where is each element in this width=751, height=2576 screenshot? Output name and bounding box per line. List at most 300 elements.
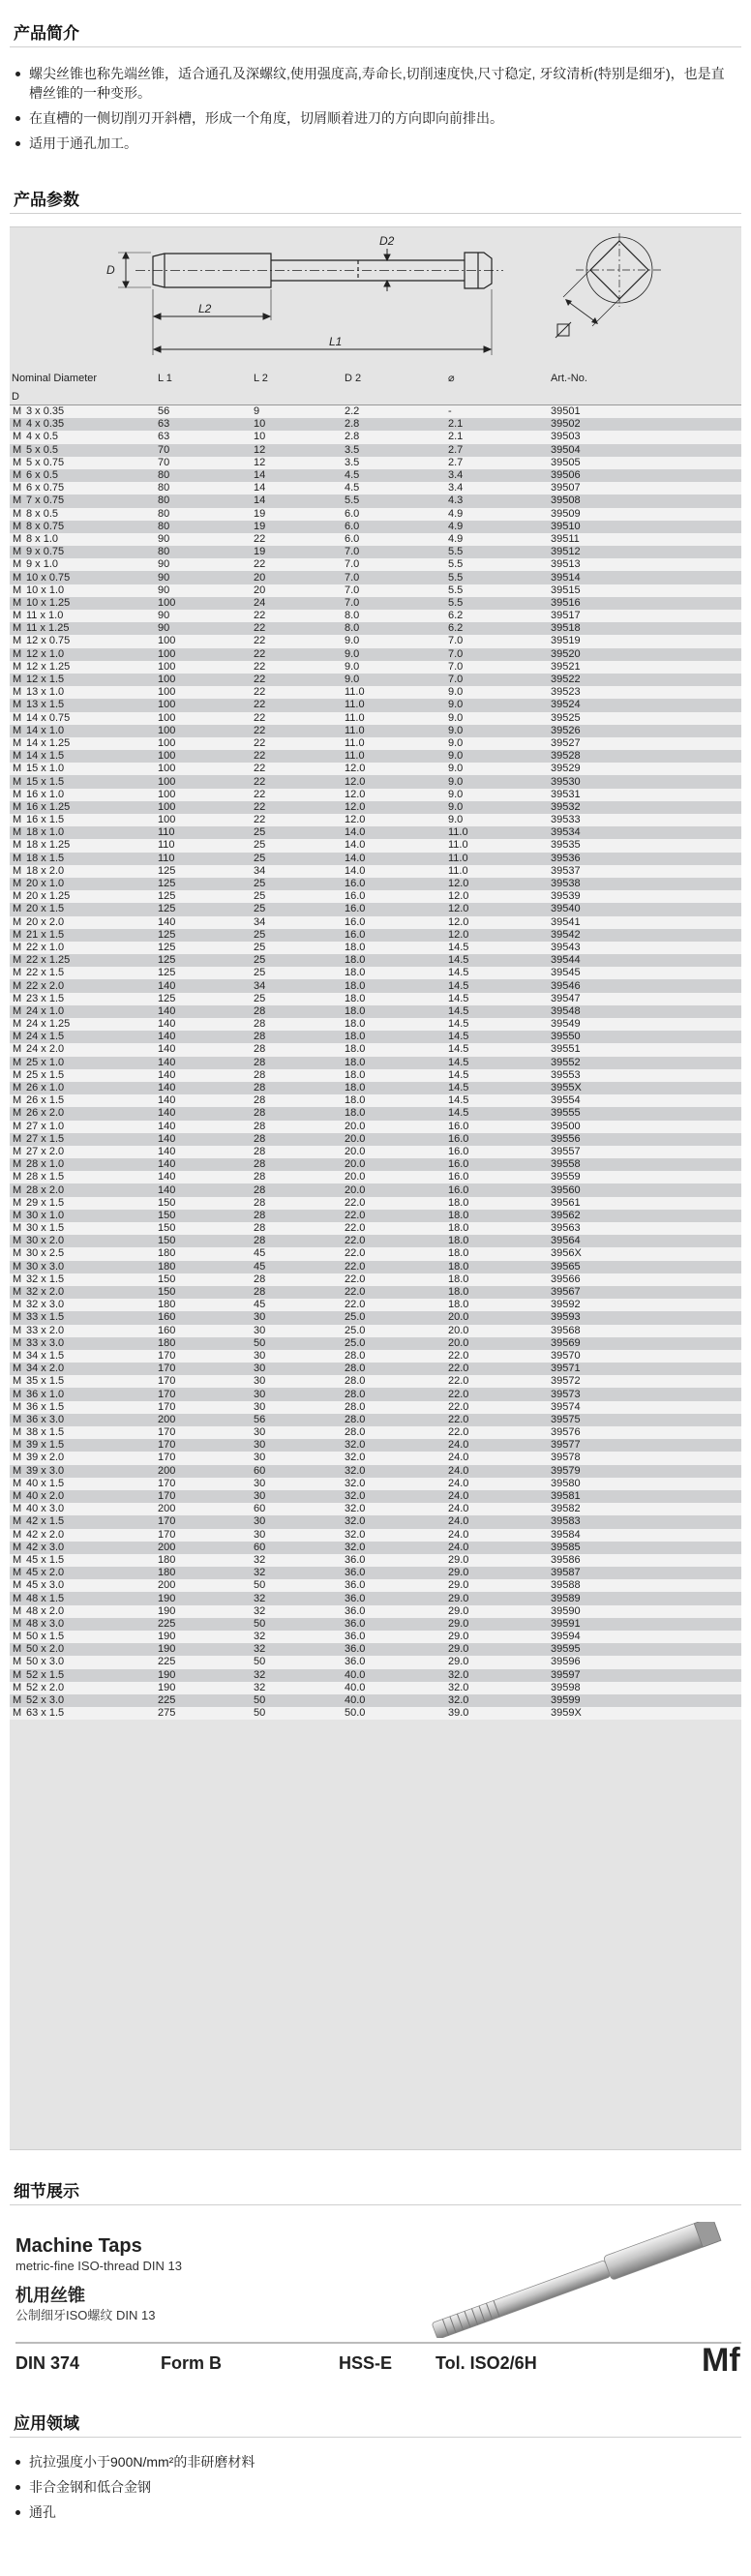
- col-square: ⌀: [448, 372, 455, 384]
- table-row: [10, 1592, 741, 1604]
- row-prefix: M: [10, 1005, 24, 1018]
- row-l1: 100: [156, 699, 252, 711]
- row-l1: 100: [156, 725, 252, 737]
- row-art-no: 39547: [549, 993, 741, 1005]
- row-prefix: M: [10, 763, 24, 775]
- row-d2: 4.5: [343, 469, 446, 482]
- row-art-no: 39560: [549, 1183, 741, 1196]
- row-art-no: 39505: [549, 457, 741, 469]
- row-d2: 9.0: [343, 648, 446, 661]
- row-art-no: 39506: [549, 469, 741, 482]
- row-nominal: 28 x 1.5: [24, 1171, 156, 1183]
- row-prefix: M: [10, 1311, 24, 1324]
- application-bullet: 抗拉强度小于900N/mm²的非研磨材料: [14, 2452, 736, 2471]
- row-nominal: 20 x 2.0: [24, 916, 156, 929]
- row-nominal: 12 x 1.25: [24, 661, 156, 674]
- row-l2: 20: [252, 571, 343, 584]
- row-prefix: M: [10, 494, 24, 507]
- row-d2: 36.0: [343, 1656, 446, 1668]
- row-l1: 150: [156, 1235, 252, 1247]
- row-art-no: 39542: [549, 929, 741, 942]
- row-l1: 90: [156, 533, 252, 546]
- col-l2: L 2: [254, 372, 268, 384]
- row-l2: 9: [252, 405, 343, 419]
- row-square: 18.0: [446, 1197, 549, 1210]
- row-square: 6.2: [446, 610, 549, 622]
- row-l1: 180: [156, 1261, 252, 1273]
- row-prefix: M: [10, 431, 24, 443]
- row-d2: 20.0: [343, 1133, 446, 1146]
- row-l1: 140: [156, 1043, 252, 1056]
- row-d2: 22.0: [343, 1261, 446, 1273]
- row-l1: 170: [156, 1375, 252, 1388]
- row-nominal: 4 x 0.35: [24, 418, 156, 431]
- table-row: [10, 584, 741, 597]
- row-prefix: M: [10, 546, 24, 558]
- row-l2: 25: [252, 967, 343, 979]
- row-prefix: M: [10, 1465, 24, 1478]
- row-square: 9.0: [446, 737, 549, 750]
- row-d2: 12.0: [343, 801, 446, 814]
- row-l2: 22: [252, 558, 343, 571]
- row-prefix: M: [10, 635, 24, 647]
- intro-bullet: 适用于通孔加工。: [14, 134, 736, 153]
- row-prefix: M: [10, 674, 24, 686]
- row-art-no: 39581: [549, 1490, 741, 1503]
- row-square: 12.0: [446, 916, 549, 929]
- row-art-no: 39576: [549, 1426, 741, 1439]
- row-l1: 170: [156, 1490, 252, 1503]
- row-l1: 190: [156, 1631, 252, 1643]
- table-row: [10, 1503, 741, 1515]
- row-l1: 190: [156, 1605, 252, 1618]
- col-d-label: D: [10, 389, 741, 405]
- row-square: 11.0: [446, 826, 549, 839]
- row-d2: 22.0: [343, 1222, 446, 1235]
- row-l2: 28: [252, 1146, 343, 1158]
- row-d2: 9.0: [343, 661, 446, 674]
- row-prefix: M: [10, 457, 24, 469]
- row-d2: 20.0: [343, 1146, 446, 1158]
- row-l1: 140: [156, 1057, 252, 1069]
- row-square: 22.0: [446, 1426, 549, 1439]
- row-d2: 16.0: [343, 929, 446, 942]
- row-art-no: 39512: [549, 546, 741, 558]
- row-d2: 22.0: [343, 1210, 446, 1222]
- row-l2: 30: [252, 1490, 343, 1503]
- row-square: 14.5: [446, 1107, 549, 1120]
- row-square: 18.0: [446, 1286, 549, 1299]
- row-l1: 125: [156, 929, 252, 942]
- row-square: 9.0: [446, 750, 549, 763]
- row-nominal: 18 x 1.0: [24, 826, 156, 839]
- row-nominal: 22 x 1.25: [24, 954, 156, 967]
- row-prefix: M: [10, 1171, 24, 1183]
- row-nominal: 10 x 1.25: [24, 597, 156, 610]
- row-art-no: 39597: [549, 1669, 741, 1682]
- row-l1: 225: [156, 1618, 252, 1631]
- table-row: [10, 979, 741, 992]
- row-d2: 7.0: [343, 546, 446, 558]
- row-d2: 32.0: [343, 1503, 446, 1515]
- row-prefix: M: [10, 1503, 24, 1515]
- row-art-no: 39524: [549, 699, 741, 711]
- row-l2: 28: [252, 1273, 343, 1286]
- application-bullet: 通孔: [14, 2502, 736, 2522]
- row-square: 20.0: [446, 1311, 549, 1324]
- row-l1: 100: [156, 661, 252, 674]
- row-d2: 18.0: [343, 1107, 446, 1120]
- row-d2: 22.0: [343, 1247, 446, 1260]
- row-nominal: 16 x 1.25: [24, 801, 156, 814]
- row-square: 18.0: [446, 1235, 549, 1247]
- row-l2: 30: [252, 1401, 343, 1414]
- row-art-no: 39533: [549, 814, 741, 826]
- row-prefix: M: [10, 1542, 24, 1554]
- row-nominal: 29 x 1.5: [24, 1197, 156, 1210]
- params-table-body: [10, 405, 741, 1721]
- row-art-no: 39532: [549, 801, 741, 814]
- row-art-no: 39544: [549, 954, 741, 967]
- table-row: [10, 1247, 741, 1260]
- row-l1: 200: [156, 1542, 252, 1554]
- row-nominal: 32 x 2.0: [24, 1286, 156, 1299]
- row-l1: 170: [156, 1363, 252, 1375]
- row-prefix: M: [10, 737, 24, 750]
- row-d2: 11.0: [343, 737, 446, 750]
- row-l1: 170: [156, 1515, 252, 1528]
- row-prefix: M: [10, 1069, 24, 1082]
- row-art-no: 39502: [549, 418, 741, 431]
- row-nominal: 42 x 1.5: [24, 1515, 156, 1528]
- row-nominal: 45 x 2.0: [24, 1567, 156, 1579]
- table-row: [10, 1286, 741, 1299]
- row-prefix: M: [10, 1197, 24, 1210]
- row-art-no: 39588: [549, 1579, 741, 1592]
- application-bullet: 非合金钢和低合金钢: [14, 2477, 736, 2497]
- row-nominal: 27 x 1.5: [24, 1133, 156, 1146]
- row-l2: 50: [252, 1656, 343, 1668]
- row-l1: 80: [156, 494, 252, 507]
- row-l1: 180: [156, 1554, 252, 1567]
- row-l2: 28: [252, 1043, 343, 1056]
- row-l1: 140: [156, 1158, 252, 1171]
- row-art-no: 39519: [549, 635, 741, 647]
- row-l1: 125: [156, 967, 252, 979]
- row-nominal: 48 x 3.0: [24, 1618, 156, 1631]
- spec-tolerance: Tol. ISO2/6H: [436, 2353, 537, 2373]
- row-l2: 20: [252, 584, 343, 597]
- row-nominal: 40 x 3.0: [24, 1503, 156, 1515]
- row-art-no: 39599: [549, 1694, 741, 1707]
- row-art-no: 39583: [549, 1515, 741, 1528]
- row-prefix: M: [10, 1643, 24, 1656]
- table-row: [10, 1465, 741, 1478]
- row-d2: 14.0: [343, 839, 446, 852]
- row-l1: 275: [156, 1707, 252, 1720]
- row-nominal: 14 x 1.0: [24, 725, 156, 737]
- table-row: [10, 954, 741, 967]
- row-square: 18.0: [446, 1273, 549, 1286]
- row-prefix: M: [10, 1401, 24, 1414]
- table-row: [10, 942, 741, 954]
- row-art-no: 39556: [549, 1133, 741, 1146]
- row-prefix: M: [10, 686, 24, 699]
- row-square: 29.0: [446, 1579, 549, 1592]
- row-d2: 7.0: [343, 597, 446, 610]
- row-art-no: 39520: [549, 648, 741, 661]
- application-bullets: [14, 2452, 736, 2528]
- row-d2: 22.0: [343, 1286, 446, 1299]
- row-art-no: 3959X: [549, 1707, 741, 1720]
- table-row: [10, 865, 741, 878]
- row-square: 12.0: [446, 903, 549, 915]
- row-nominal: 34 x 2.0: [24, 1363, 156, 1375]
- table-row: [10, 405, 741, 419]
- row-d2: 6.0: [343, 521, 446, 533]
- row-l1: 140: [156, 1082, 252, 1094]
- row-prefix: M: [10, 1107, 24, 1120]
- row-square: 29.0: [446, 1618, 549, 1631]
- row-prefix: M: [10, 1133, 24, 1146]
- row-prefix: M: [10, 1554, 24, 1567]
- row-d2: 12.0: [343, 775, 446, 788]
- row-square: 7.0: [446, 635, 549, 647]
- row-nominal: 16 x 1.0: [24, 789, 156, 801]
- table-row: [10, 661, 741, 674]
- row-l1: 140: [156, 1031, 252, 1043]
- row-prefix: M: [10, 699, 24, 711]
- row-d2: 14.0: [343, 865, 446, 878]
- row-square: 22.0: [446, 1350, 549, 1363]
- row-square: 3.4: [446, 482, 549, 494]
- row-d2: 16.0: [343, 916, 446, 929]
- table-row: [10, 1146, 741, 1158]
- row-prefix: M: [10, 1605, 24, 1618]
- row-square: 9.0: [446, 801, 549, 814]
- row-nominal: 52 x 2.0: [24, 1682, 156, 1694]
- row-square: 7.0: [446, 661, 549, 674]
- row-art-no: 39575: [549, 1414, 741, 1426]
- row-prefix: M: [10, 826, 24, 839]
- row-nominal: 4 x 0.5: [24, 431, 156, 443]
- row-l2: 30: [252, 1325, 343, 1337]
- row-d2: 32.0: [343, 1478, 446, 1490]
- row-prefix: M: [10, 1057, 24, 1069]
- row-d2: 36.0: [343, 1592, 446, 1604]
- row-l1: 70: [156, 457, 252, 469]
- row-art-no: 39590: [549, 1605, 741, 1618]
- row-square: 18.0: [446, 1210, 549, 1222]
- row-l1: 56: [156, 405, 252, 419]
- row-prefix: M: [10, 1094, 24, 1107]
- row-l1: 170: [156, 1388, 252, 1400]
- row-square: 29.0: [446, 1643, 549, 1656]
- row-l1: 200: [156, 1414, 252, 1426]
- row-art-no: 39557: [549, 1146, 741, 1158]
- row-d2: 20.0: [343, 1183, 446, 1196]
- row-l2: 32: [252, 1592, 343, 1604]
- row-square: 16.0: [446, 1171, 549, 1183]
- row-d2: 32.0: [343, 1452, 446, 1464]
- row-l1: 225: [156, 1656, 252, 1668]
- row-l2: 32: [252, 1605, 343, 1618]
- row-l1: 70: [156, 444, 252, 457]
- row-art-no: 39534: [549, 826, 741, 839]
- row-l2: 50: [252, 1618, 343, 1631]
- row-square: 2.1: [446, 431, 549, 443]
- row-prefix: M: [10, 1247, 24, 1260]
- row-square: 14.5: [446, 1005, 549, 1018]
- row-l1: 80: [156, 521, 252, 533]
- row-d2: 32.0: [343, 1490, 446, 1503]
- row-l1: 180: [156, 1337, 252, 1350]
- row-l1: 180: [156, 1567, 252, 1579]
- row-square: 12.0: [446, 878, 549, 890]
- row-prefix: M: [10, 1031, 24, 1043]
- row-nominal: 34 x 1.5: [24, 1350, 156, 1363]
- row-square: 14.5: [446, 1018, 549, 1031]
- row-l2: 22: [252, 712, 343, 725]
- row-square: 5.5: [446, 597, 549, 610]
- row-l2: 28: [252, 1057, 343, 1069]
- row-art-no: 39578: [549, 1452, 741, 1464]
- row-nominal: 14 x 0.75: [24, 712, 156, 725]
- row-d2: 8.0: [343, 622, 446, 635]
- row-prefix: M: [10, 1082, 24, 1094]
- row-square: 7.0: [446, 648, 549, 661]
- row-d2: 32.0: [343, 1529, 446, 1542]
- row-square: 24.0: [446, 1452, 549, 1464]
- row-square: 29.0: [446, 1567, 549, 1579]
- row-l2: 32: [252, 1554, 343, 1567]
- row-prefix: M: [10, 725, 24, 737]
- row-nominal: 45 x 3.0: [24, 1579, 156, 1592]
- row-square: 9.0: [446, 686, 549, 699]
- row-prefix: M: [10, 942, 24, 954]
- row-prefix: M: [10, 1337, 24, 1350]
- row-d2: 2.8: [343, 431, 446, 443]
- row-l1: 100: [156, 648, 252, 661]
- table-row: [10, 878, 741, 890]
- row-square: 22.0: [446, 1414, 549, 1426]
- row-l2: 28: [252, 1082, 343, 1094]
- row-nominal: 39 x 3.0: [24, 1465, 156, 1478]
- row-l1: 90: [156, 610, 252, 622]
- table-row: [10, 1222, 741, 1235]
- row-nominal: 18 x 2.0: [24, 865, 156, 878]
- row-l1: 100: [156, 635, 252, 647]
- table-row: [10, 1554, 741, 1567]
- row-art-no: 39513: [549, 558, 741, 571]
- table-row: [10, 521, 741, 533]
- row-d2: 11.0: [343, 750, 446, 763]
- table-row: [10, 1158, 741, 1171]
- row-square: 24.0: [446, 1503, 549, 1515]
- row-art-no: 39563: [549, 1222, 741, 1235]
- row-art-no: 39584: [549, 1529, 741, 1542]
- row-l2: 28: [252, 1107, 343, 1120]
- row-l2: 19: [252, 546, 343, 558]
- row-prefix: M: [10, 1426, 24, 1439]
- row-d2: 50.0: [343, 1707, 446, 1720]
- row-l2: 22: [252, 610, 343, 622]
- row-nominal: 6 x 0.75: [24, 482, 156, 494]
- table-row: [10, 1299, 741, 1311]
- row-nominal: 11 x 1.0: [24, 610, 156, 622]
- row-prefix: M: [10, 1439, 24, 1452]
- row-l1: 125: [156, 954, 252, 967]
- row-square: 14.5: [446, 1094, 549, 1107]
- table-row: [10, 1515, 741, 1528]
- row-l2: 30: [252, 1388, 343, 1400]
- row-l1: 125: [156, 865, 252, 878]
- table-row: [10, 1325, 741, 1337]
- row-l2: 22: [252, 635, 343, 647]
- row-l2: 22: [252, 763, 343, 775]
- row-nominal: 13 x 1.0: [24, 686, 156, 699]
- row-prefix: M: [10, 418, 24, 431]
- table-row: [10, 789, 741, 801]
- row-art-no: 39571: [549, 1363, 741, 1375]
- row-l2: 25: [252, 929, 343, 942]
- table-row: [10, 1043, 741, 1056]
- row-l1: 200: [156, 1465, 252, 1478]
- row-l2: 50: [252, 1337, 343, 1350]
- row-nominal: 30 x 1.5: [24, 1222, 156, 1235]
- label-l1: L1: [329, 335, 343, 348]
- row-square: 9.0: [446, 763, 549, 775]
- row-nominal: 52 x 1.5: [24, 1669, 156, 1682]
- table-row: [10, 648, 741, 661]
- row-l1: 80: [156, 469, 252, 482]
- row-art-no: 39592: [549, 1299, 741, 1311]
- row-l2: 30: [252, 1515, 343, 1528]
- row-l2: 56: [252, 1414, 343, 1426]
- table-row: [10, 508, 741, 521]
- row-nominal: 24 x 1.5: [24, 1031, 156, 1043]
- row-l1: 100: [156, 737, 252, 750]
- row-square: 18.0: [446, 1222, 549, 1235]
- row-d2: 18.0: [343, 954, 446, 967]
- row-d2: 16.0: [343, 890, 446, 903]
- table-row: [10, 494, 741, 507]
- table-row: [10, 622, 741, 635]
- row-square: 9.0: [446, 699, 549, 711]
- table-row: [10, 763, 741, 775]
- table-row: [10, 1414, 741, 1426]
- row-art-no: 39538: [549, 878, 741, 890]
- table-row: [10, 1542, 741, 1554]
- row-square: 20.0: [446, 1337, 549, 1350]
- row-prefix: M: [10, 1261, 24, 1273]
- table-row: [10, 597, 741, 610]
- row-l2: 45: [252, 1247, 343, 1260]
- row-prefix: M: [10, 1452, 24, 1464]
- row-nominal: 30 x 2.0: [24, 1235, 156, 1247]
- row-art-no: 39510: [549, 521, 741, 533]
- row-l1: 125: [156, 993, 252, 1005]
- row-prefix: M: [10, 1350, 24, 1363]
- row-square: 24.0: [446, 1515, 549, 1528]
- row-d2: 2.8: [343, 418, 446, 431]
- row-l2: 28: [252, 1197, 343, 1210]
- application-title: 应用领域: [14, 2414, 79, 2433]
- row-l2: 34: [252, 979, 343, 992]
- row-d2: 18.0: [343, 993, 446, 1005]
- row-square: 20.0: [446, 1325, 549, 1337]
- row-d2: 9.0: [343, 674, 446, 686]
